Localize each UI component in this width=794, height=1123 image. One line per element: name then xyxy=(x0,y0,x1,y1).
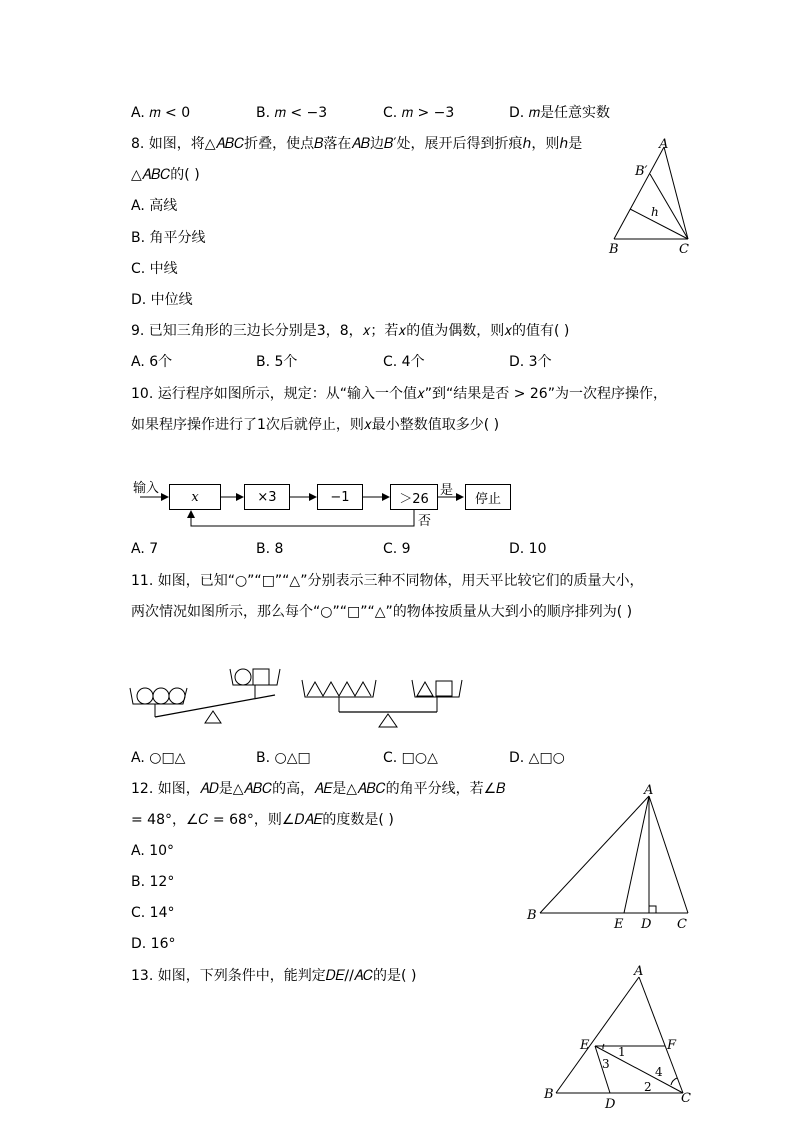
q9-option-d[interactable]: D. 3个 xyxy=(509,354,552,370)
q10-stem-line2: 如果程序操作进行了1次后就停止，则𝑥最小整数值取多少( ) xyxy=(131,417,500,433)
q8-label-c: C xyxy=(679,242,689,257)
flow-yes-label: 是 xyxy=(440,483,454,498)
q8-label-a: A xyxy=(659,137,669,152)
q12-option-b[interactable]: B. 12° xyxy=(131,874,175,890)
q12-option-d[interactable]: D. 16° xyxy=(131,936,176,952)
flow-no-label: 否 xyxy=(418,514,432,529)
q9-option-b[interactable]: B. 5个 xyxy=(256,354,298,370)
q11-option-c[interactable]: C. □○△ xyxy=(383,750,438,766)
q13-figure xyxy=(540,960,700,1110)
q8-option-a[interactable]: A. 高线 xyxy=(131,198,178,214)
q12-label-a: A xyxy=(644,783,654,798)
q12-option-c[interactable]: C. 14° xyxy=(131,905,175,921)
q8-label-b-prime: B′ xyxy=(635,164,648,179)
q13-label-f: F xyxy=(667,1038,677,1053)
q7-option-d[interactable]: D. 𝑚是任意实数 xyxy=(509,105,611,121)
q12-label-b: B xyxy=(527,908,537,923)
q11-stem-line2: 两次情况如图所示，那么每个“○”“□”“△”的物体按质量从大到小的顺序排列为( ) xyxy=(131,604,633,620)
q11-option-b[interactable]: B. ○△□ xyxy=(256,750,311,766)
q10-option-a[interactable]: A. 7 xyxy=(131,541,159,557)
q13-label-c: C xyxy=(681,1091,691,1106)
q12-label-c: C xyxy=(677,917,687,932)
flow-box-minus1: −1 xyxy=(317,484,363,510)
q9-stem: 9. 已知三角形的三边长分别是3，8，𝑥；若𝑥的值为偶数，则𝑥的值有( ) xyxy=(131,323,570,339)
q9-option-a[interactable]: A. 6个 xyxy=(131,354,173,370)
q13-angle-2: 2 xyxy=(644,1080,652,1094)
q10-option-b[interactable]: B. 8 xyxy=(256,541,284,557)
q12-stem-line1: 12. 如图，𝐴𝐷是△𝐴𝐵𝐶的高，𝐴𝐸是△𝐴𝐵𝐶的角平分线，若∠𝐵 xyxy=(131,781,506,797)
q13-label-b: B xyxy=(544,1087,554,1102)
q9-option-c[interactable]: C. 4个 xyxy=(383,354,425,370)
balance-left xyxy=(130,669,280,723)
q8-option-d[interactable]: D. 中位线 xyxy=(131,292,193,308)
q11-stem-line1: 11. 如图，已知“○”“□”“△”分别表示三种不同物体，用天平比较它们的质量大小， xyxy=(131,573,644,589)
q7-option-a[interactable]: A. 𝑚 < 0 xyxy=(131,105,191,121)
flow-box-compare: ＞26 xyxy=(390,484,438,510)
flow-arrows xyxy=(0,0,794,530)
q8-label-h: h xyxy=(651,205,659,219)
q12-stem-line2: = 48°，∠𝐶 = 68°，则∠𝐷𝐴𝐸的度数是( ) xyxy=(131,812,394,828)
q12-label-d: D xyxy=(641,917,652,932)
flow-box-stop: 停止 xyxy=(465,484,511,510)
q13-label-d: D xyxy=(605,1097,616,1112)
q11-option-a[interactable]: A. ○□△ xyxy=(131,750,186,766)
q10-option-c[interactable]: C. 9 xyxy=(383,541,411,557)
q13-stem: 13. 如图，下列条件中，能判定𝐷𝐸//𝐴𝐶的是( ) xyxy=(131,968,417,984)
q7-option-c[interactable]: C. 𝑚 > −3 xyxy=(383,105,455,121)
q8-stem-line1: 8. 如图，将△𝐴𝐵𝐶折叠，使点𝐵落在𝐴𝐵边𝐵′处，展开后得到折痕ℎ，则ℎ是 xyxy=(131,136,583,152)
q11-option-d[interactable]: D. △□○ xyxy=(509,750,565,766)
q13-label-e: E xyxy=(580,1038,590,1053)
q10-option-d[interactable]: D. 10 xyxy=(509,541,547,557)
q10-stem-line1: 10. 运行程序如图所示，规定：从“输入一个值𝑥”到“结果是否 > 26”为一次程序操作， xyxy=(131,386,667,402)
q13-angle-4: 4 xyxy=(655,1065,663,1079)
q8-label-b: B xyxy=(609,242,619,257)
flow-box-x: x xyxy=(169,484,221,510)
q8-option-b[interactable]: B. 角平分线 xyxy=(131,230,206,246)
q12-option-a[interactable]: A. 10° xyxy=(131,843,175,859)
flow-input-label: 输入 xyxy=(133,481,160,496)
q12-triangle-figure xyxy=(520,780,700,935)
flow-box-times3: ×3 xyxy=(244,484,290,510)
q12-label-e: E xyxy=(614,917,624,932)
q8-option-c[interactable]: C. 中线 xyxy=(131,261,178,277)
q13-angle-3: 3 xyxy=(602,1057,610,1071)
q8-stem-line2: △𝐴𝐵𝐶的( ) xyxy=(131,167,200,183)
q7-option-b[interactable]: B. 𝑚 < −3 xyxy=(256,105,328,121)
q13-label-a: A xyxy=(634,964,644,979)
balance-right xyxy=(302,680,462,727)
q11-balance-figure xyxy=(125,660,470,735)
q13-angle-1: 1 xyxy=(618,1045,626,1059)
